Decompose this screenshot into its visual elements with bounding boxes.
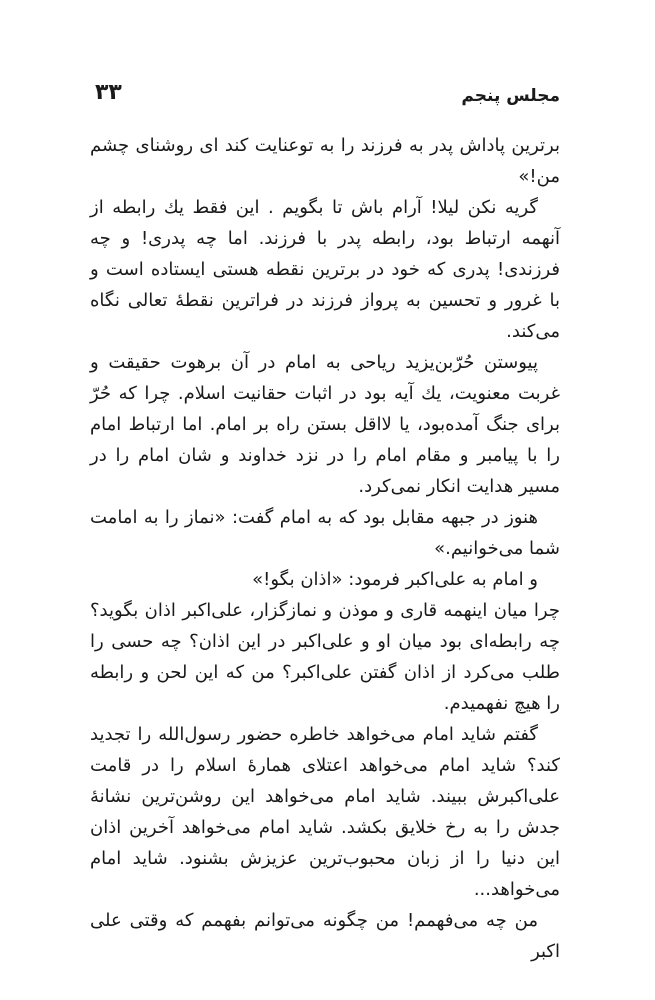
- paragraph-6: چرا میان اینهمه قاری و موذن و نمازگزار، علی‌اکبر اذان بگوید؟ چه رابطه‌ای بود میان او و علی‌اکبر در این اذان؟ چه حسی را طلب می‌کرد از اذان گفتن علی‌اکبر؟ من که این لحن و رابطه را هیچ نفهمیدم.: [90, 600, 560, 714]
- paragraph-3: پیوستن حُرّبن‌یزید ریاحی به امام در آن برهوت حقیقت و غربت معنویت، یك آیه بود در اثبات حقانیت اسلام. چرا که حُرّ برای جنگ آمده‌بود، یا لااقل بستن راه بر امام. اما ارتباط امام را با پیامبر و مقام امام را در نزد خداوند و شان امام را در مسیر هدایت انکار نمی‌کرد.: [90, 352, 560, 497]
- paragraph-7: گفتم شاید امام می‌خواهد خاطره حضور رسول‌الله را تجدید کند؟ شاید امام می‌خواهد اعتلای همارهٔ اسلام را در قامت علی‌اکبرش ببیند. شاید امام می‌خواهد این روشن‌ترین نشانهٔ جدش را به رخ خلایق بکشد. شاید امام می‌خواهد آخرین اذان این دنیا را از زبان محبوب‌ترین عزیزش بشنود. شاید امام می‌خواهد...: [90, 724, 560, 900]
- page-number: ۳۳: [95, 80, 122, 105]
- running-title: مجلس پنجم: [461, 86, 560, 106]
- paragraph-2: گریه نکن لیلا! آرام باش تا بگویم . این فقط یك رابطه از آنهمه ارتباط بود، رابطه پدر با فرزند. اما چه پدری! و چه فرزندی! پدری که خود در برترین نقطه هستی ایستاده است و با غرور و تحسین به پرواز فرزند در فراترین نقطهٔ تعالی نگاه می‌کند.: [90, 197, 560, 342]
- body-text: [90, 130, 560, 967]
- paragraph-1: برترین پاداش پدر به فرزند را به توعنایت کند ای روشنای چشم من!»: [90, 135, 560, 187]
- paragraph-8: من چه می‌فهمم! من چگونه می‌توانم بفهمم که وقتی علی اکبر: [90, 910, 560, 962]
- paragraph-4: هنوز در جبهه مقابل بود که به امام گفت: «نماز را به امامت شما می‌خوانیم.»: [90, 507, 560, 559]
- paragraph-5: و امام به علی‌اکبر فرمود: «اذان بگو!»: [252, 569, 538, 590]
